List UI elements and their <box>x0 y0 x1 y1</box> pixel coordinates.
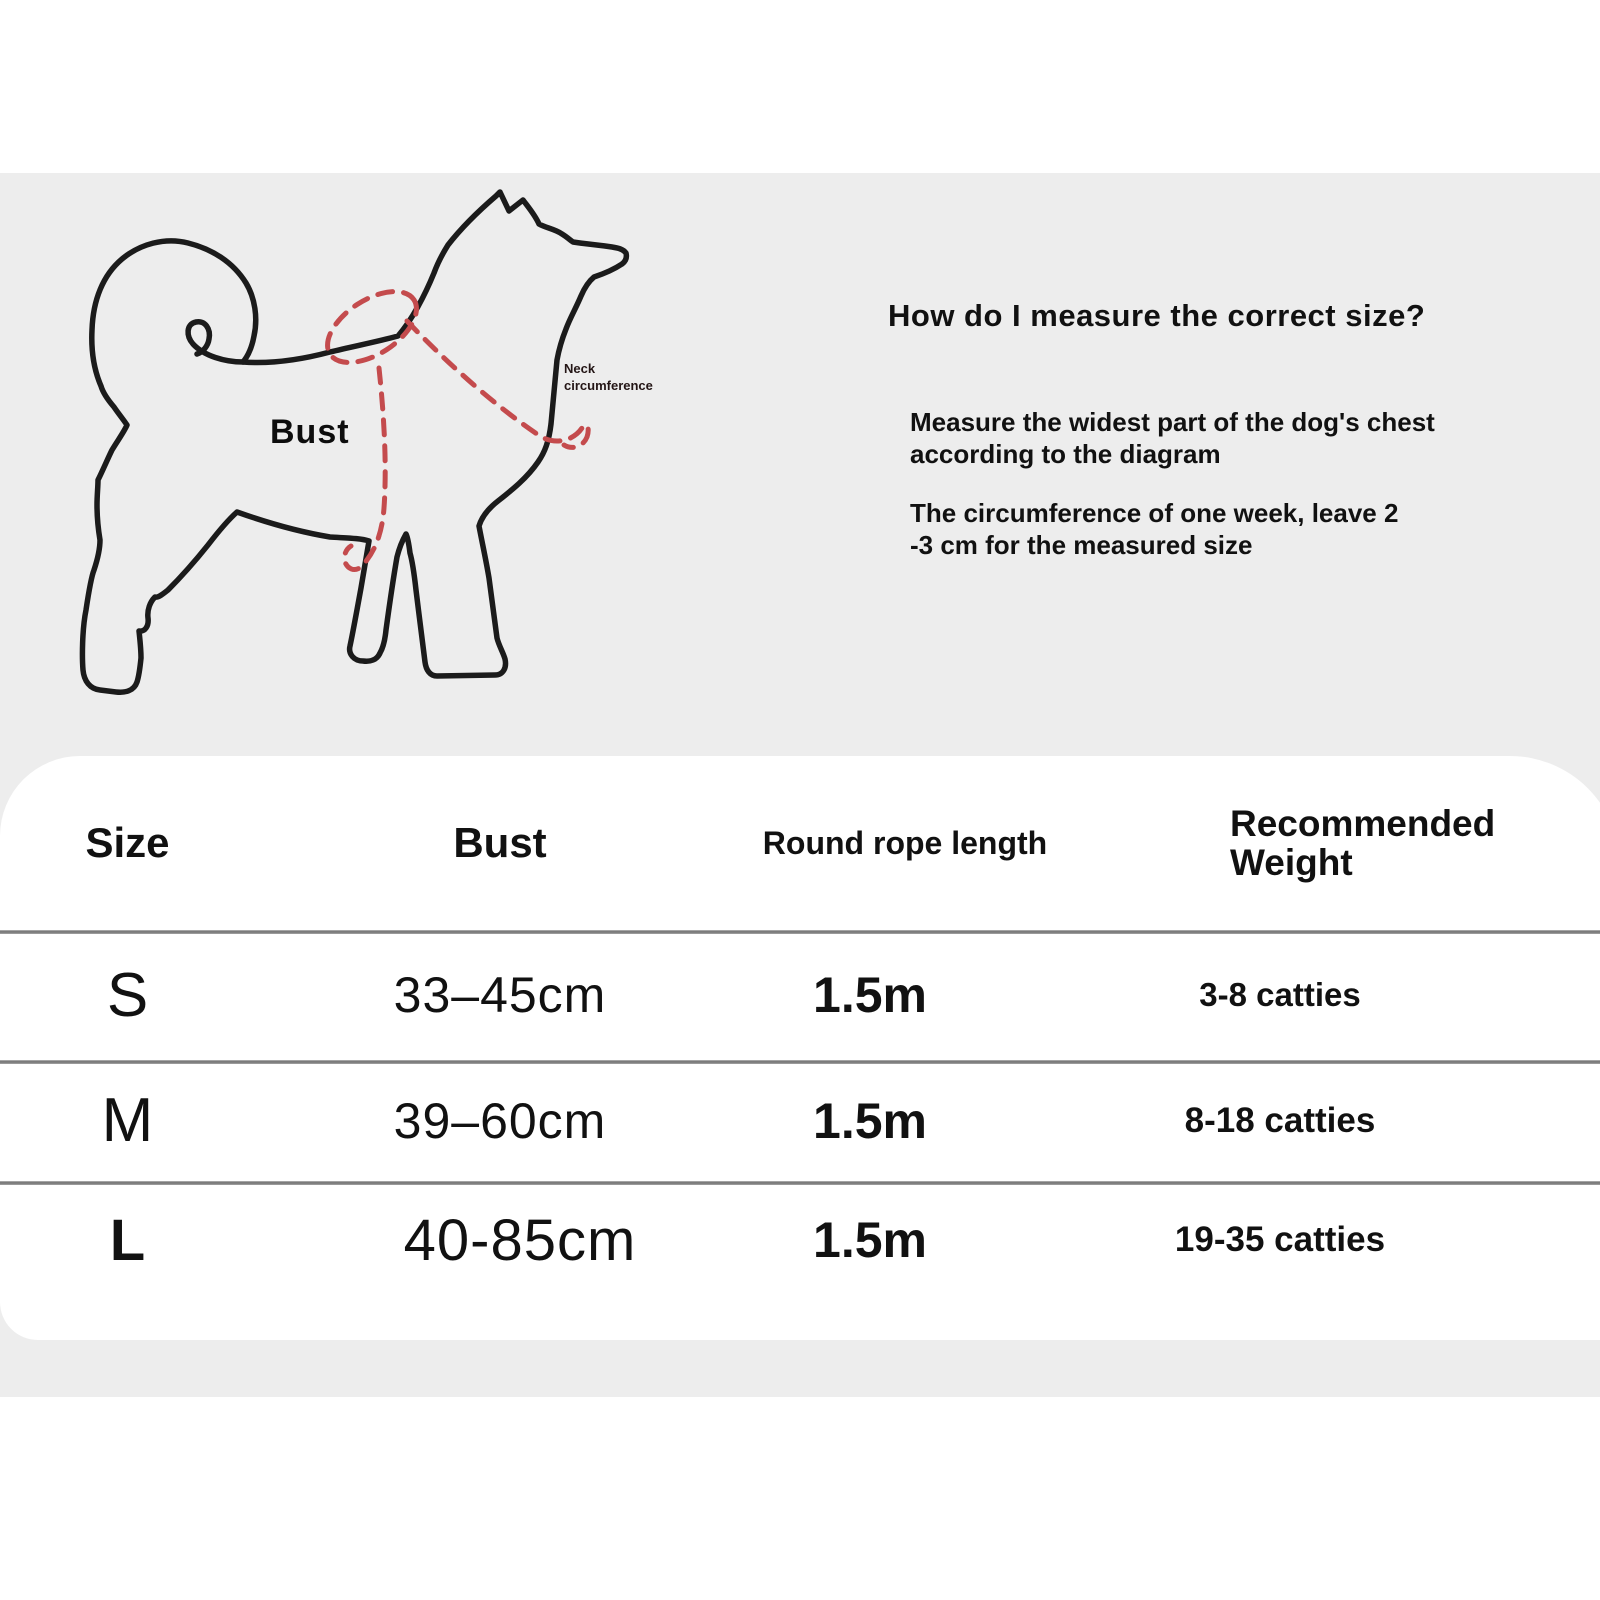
step-2-line-2: -3 cm for the measured size <box>910 530 1253 560</box>
rope-cell: 1.5m <box>813 1092 927 1149</box>
weight-cell: 8-18 catties <box>1184 1100 1376 1140</box>
bust-label: Bust <box>270 413 350 451</box>
column-header-size: Size <box>85 819 170 866</box>
how-to-step-2 <box>910 497 1398 561</box>
rope-cell: 1.5m <box>813 1212 927 1268</box>
step-1-line-1: Measure the widest part of the dog's chest <box>910 407 1435 437</box>
neck-label-line1: Neck <box>564 361 596 376</box>
weight-cell: 19-35 catties <box>1174 1220 1386 1259</box>
dog-outline-path <box>82 192 626 692</box>
step-1-line-2: according to the diagram <box>910 439 1221 469</box>
bust-cell: 40-85cm <box>403 1207 637 1273</box>
weight-cell: 3-8 catties <box>1199 976 1361 1013</box>
how-to-title: How do I measure the correct size? <box>888 298 1426 333</box>
neck-label-line2: circumference <box>564 378 653 393</box>
size-chart-header-row <box>0 756 1600 930</box>
column-header-bust: Bust <box>453 819 547 866</box>
neck-circumference-label <box>564 360 684 394</box>
how-to-section <box>888 298 1488 560</box>
bust-cell: 33–45cm <box>393 967 607 1023</box>
size-cell: S <box>106 960 149 1030</box>
step-2-line-1: The circumference of one week, leave 2 <box>910 498 1399 528</box>
size-cell: M <box>101 1086 154 1155</box>
tail-curl-path <box>188 322 243 362</box>
column-header-rope-length: Round rope length <box>762 824 1048 861</box>
table-row-size-l <box>0 1185 1600 1343</box>
size-chart-card <box>0 756 1600 1340</box>
rope-cell: 1.5m <box>813 967 927 1023</box>
how-to-step-1 <box>910 406 1435 470</box>
column-header-recommended-weight: Recommended Weight <box>1230 803 1496 883</box>
size-cell: L <box>109 1207 146 1273</box>
bust-cell: 39–60cm <box>393 1092 607 1149</box>
